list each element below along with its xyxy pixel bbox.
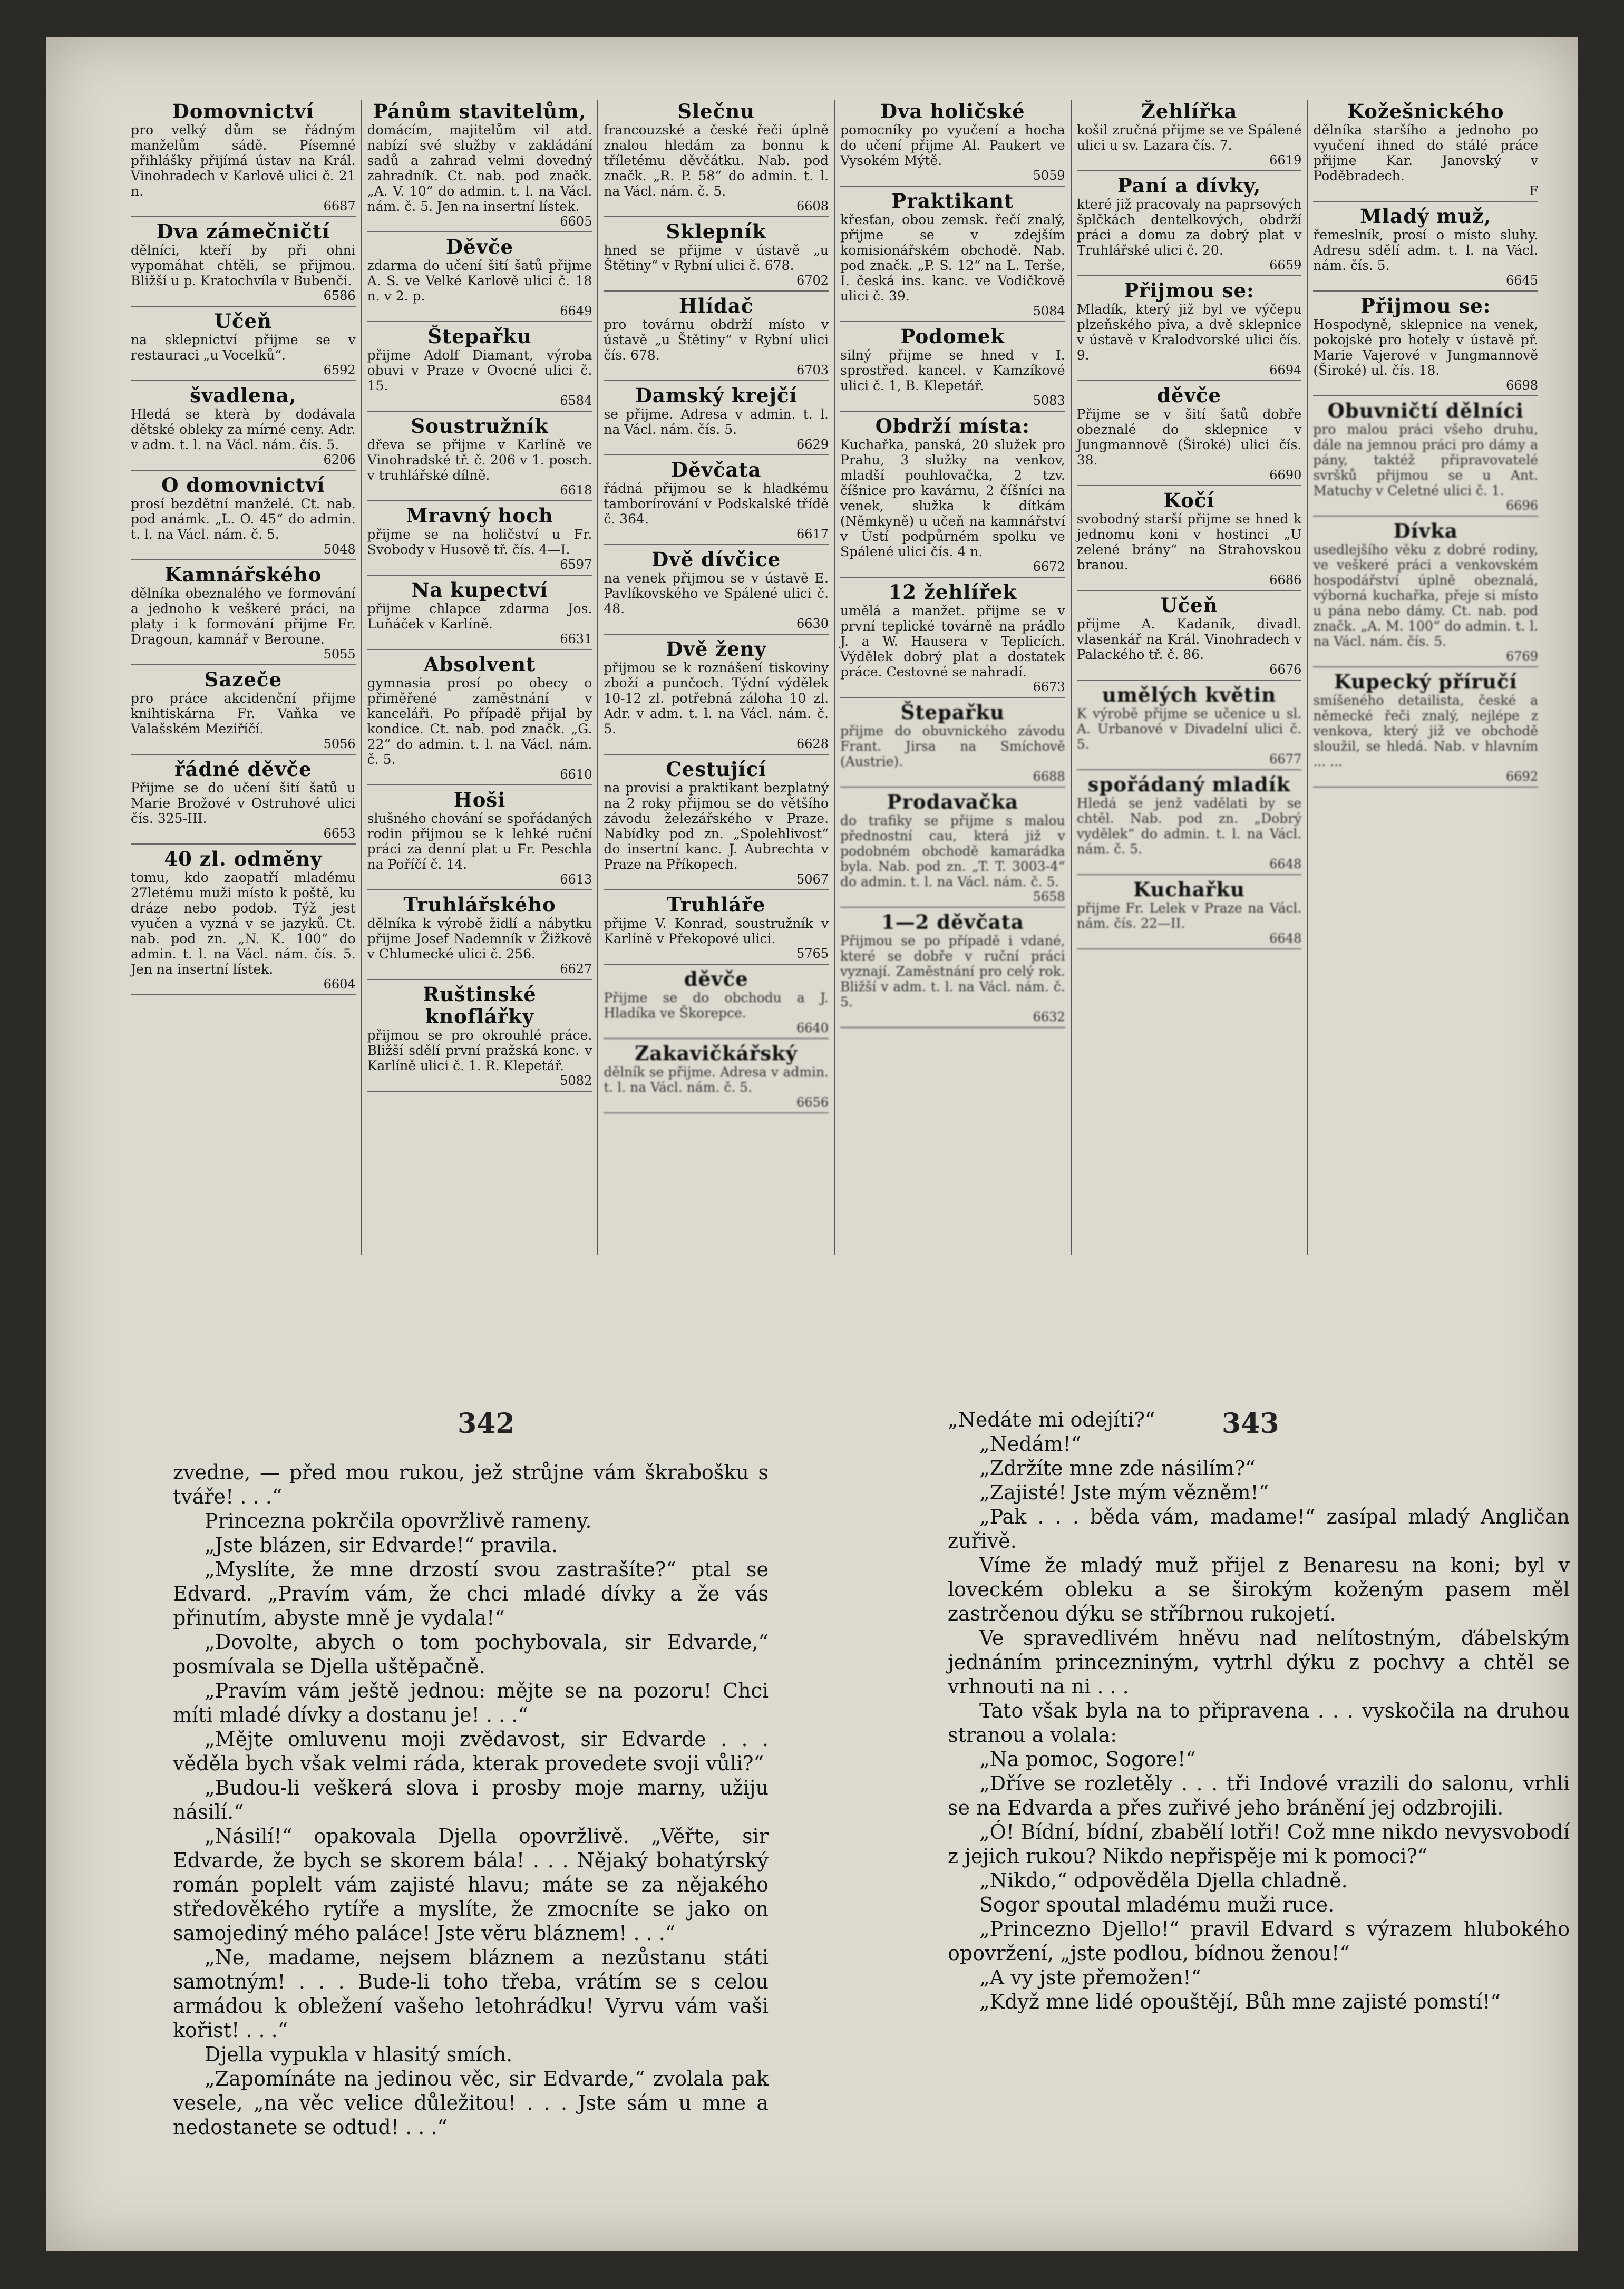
classified-ad [367,415,592,501]
story-paragraph: „Nedáte mi odejíti?“ [948,1408,1155,1431]
classified-ad [131,564,356,665]
story-paragraph: „A vy jste přemožen!“ [979,1966,1201,1989]
ad-text: přijmou se pro okrouhlé práce. Bližší sdělí první pražská konc. v Karlíně ulici č. 1. R. Klepetář. [367,1027,592,1073]
ads-column [597,100,834,1255]
ad-heading: Hoši [453,788,506,811]
ad-text: gymnasia prosí po obecy o přiměřené zaměstnání v kanceláři. Po případě přijal by kondice. Ct. nab. pod značk. „G. 22“ do admin. t. l. na Václ. nám. č. 5. [367,675,592,767]
ad-heading: 40 zl. odměny [164,847,323,870]
ad-text: křesťan, obou zemsk. řečí znalý, přijme se v zdejším komisionářském obchodě. Nab. pod značk. „P. S. 12“ na L. Terše, I. česká ins. kanc. ve Vodičkově ulici č. 39. [840,212,1065,304]
story-paragraph: Djella vypukla v hlasitý smích. [205,2043,513,2066]
classified-ad [840,701,1065,788]
ad-heading: Přijmou se: [1360,294,1491,317]
story-paragraph: „Zdržíte mne zde násilím?“ [979,1457,1256,1480]
ad-number: 6630 [796,616,829,631]
ad-text: na venek přijmou se v ústavě E. Pavlíkovského ve Spálené ulici č. 48. [604,570,829,616]
classified-ad [604,638,829,755]
ad-number: 6690 [1269,468,1302,482]
classified-ad [367,325,592,412]
ad-text: dělníci, kteří by při ohni vypomáhat chtěli, se přijmou. Bližší u p. Kratochvíla v Bubenči. [131,243,356,288]
classified-ad [131,100,356,217]
classified-ad [604,100,829,217]
ad-text: umělá a manžet. přijme se v první teplické továrně na prádlo J. a W. Hausera v Teplicích. Výdělek dobrý plat a dostatek práce. Cestovné se nahradí. [840,603,1065,680]
ad-number: 6584 [560,393,592,408]
ad-number: 6696 [1505,498,1539,513]
classified-ad [1077,773,1302,875]
ad-text: slušného chování se spořádaných rodin přijmou se k lehké ruční práci za denní plat u Fr. Peschla na Poříčí č. 14. [367,811,592,872]
classified-ad [367,653,592,785]
classified-ad [1077,384,1302,486]
story-paragraph: „Ó! Bídní, bídní, zbabělí lotři! Což mne nikdo nevysvobodí z jejich rukou? Nikdo nepřispěje mi k pomoci?“ [948,1820,1570,1868]
ad-number: 6617 [796,527,829,541]
ad-heading: Dvě ženy [666,637,767,661]
ad-number: 5067 [796,872,829,887]
ads-column [834,100,1071,1255]
story-paragraph: „Dříve se rozletěly . . . tři Indové vrazili do salonu, vrhli se na Edvarda a přes zuřivé jeho bránění jej odzbrojili. [948,1772,1570,1819]
story-paragraph: „Budou-li veškerá slova i prosby moje marny, užiju násilí.“ [173,1776,769,1824]
ad-number: 5055 [323,647,356,662]
classified-ad [604,459,829,545]
classified-ad [604,384,829,455]
story-paragraph: „Ne, madame, nejsem bláznem a nezůstanu státi samotným! . . . Bude-li toho třeba, vrátím se s celou armádou k obležení vašeho letohrádku! Vyrvu vám vaši kořist! . . .“ [173,1946,769,2042]
ad-number: 6686 [1269,573,1302,587]
ad-heading: Prodavačka [887,790,1019,813]
ad-heading: Cestující [666,758,767,781]
ad-text: dělníka obeznalého ve formování a jednoho k veškeré práci, na platy i k formování přijme Fr. Dragoun, kamnář v Beroune. [131,586,356,647]
ad-number: 6645 [1505,273,1539,288]
ad-text: smíšeného detailista, české a německé řeči znalý, nejlépe z venkova, který již ve obchodě sloužil, se hledá. Nab. v hlavním ... ... [1313,693,1539,769]
ad-number: 5765 [796,946,829,961]
ad-heading: 12 žehlířek [888,580,1017,604]
ad-number: 6653 [323,826,356,841]
ad-text: přijme V. Konrad, soustružník v Karlíně v Překopové ulici. [604,916,829,946]
ad-text: Hospodyně, sklepnice na venek, pokojské pro hotely v ústavě př. Marie Vajerové v Jungmannově (Široké) ul. čís. 18. [1313,317,1539,378]
ad-heading: Mladý muž, [1360,205,1492,228]
ad-number: 5083 [1033,393,1065,408]
ads-column [1071,100,1307,1255]
ad-text: košil zručná přijme se ve Spálené ulici u sv. Lazara čís. 7. [1076,122,1302,153]
classified-ad [1313,205,1538,292]
ad-text: Přijme se v šití šatů dobře obeznalé do sklepnice v Jungmannově (Široké) ulici čís. 38. [1076,406,1302,468]
story-paragraph: Ve spravedlivém hněvu nad nelítostným, ďábelským jednáním princezniným, vytrhl dýku z pochvy a chtěl se vrhnouti na ni . . . [948,1626,1570,1698]
ad-heading: Sklepník [666,220,766,243]
story-paragraph: „Dovolte, abych o tom pochybovala, sir Edvarde,“ posmívala se Djella uštěpačně. [173,1631,769,1678]
story-paragraph: Sogor spoutal mladému muži ruce. [979,1893,1335,1916]
ad-text: silný přijme se hned v I. sprostřed. kancel. v Kamzíkové ulici č. 1, B. Klepetář. [840,347,1065,393]
ad-number: 6673 [1033,680,1065,694]
ad-number: 6676 [1269,662,1302,677]
ad-text: přijme do obuvnického závodu Frant. Jirsa na Smíchově (Austrie). [840,723,1065,769]
story-paragraph: „Zapomínáte na jedinou věc, sir Edvarde,“ zvolala pak vesele, „na věc velice důležitou! . . . Jste sám u mne a nedostanete se odtud! . . .“ [173,2067,769,2139]
ad-heading: Kočí [1163,489,1215,512]
story-column-left [173,1460,769,2139]
classified-ad [604,968,829,1039]
ad-number: 6628 [796,736,829,751]
classified-ad [1077,684,1302,770]
ad-heading: 1—2 děvčata [881,910,1024,934]
ad-text: přijme se na holičství u Fr. Svobody v Husově tř. čís. 4—I. [367,527,592,557]
classified-ad [840,190,1065,322]
story-paragraph: „Jste blázen, sir Edvarde!“ pravila. [205,1534,558,1557]
ad-text: pro továrnu obdrží místo v ústavě „u Štětiny“ v Rybní ulici čís. 678. [604,317,829,363]
ad-text: přijmou se k roznášení tiskoviny zboží a punčoch. Týdní výdělek 10-12 zl. potřebná záloha 10 zl. Adr. v adm. t. l. na Václ. nám. č. 5. [604,660,829,736]
ads-column [125,100,361,1255]
ad-heading: Učeň [214,309,272,333]
ad-text: přijme A. Kadaník, divadl. vlasenkář na Král. Vinohradech v Palackého tř. č. 86. [1076,616,1302,662]
classified-ad [1313,400,1538,517]
ad-number: 6672 [1033,559,1065,574]
ad-number: 5658 [1033,889,1065,904]
ad-number: 6698 [1505,378,1539,393]
ad-text: na sklepnictví přijme se v restauraci „u Vocelků“. [131,332,356,363]
classified-ad [1077,489,1302,591]
classified-ad [604,295,829,381]
ad-heading: Obdrží místa: [875,414,1030,438]
ad-text: Hledá se kterà by dodávala dětské obleky za mírné ceny. Adr. v adm. t. l. na Václ. nám. čís. 5. [131,406,356,452]
story-paragraph: „Nikdo,“ odpověděla Djella chladně. [979,1869,1348,1892]
ad-heading: Kožešnického [1347,100,1504,123]
classified-ad [604,548,829,635]
ad-heading: Hlídač [678,294,754,317]
ad-text: dřeva se přijme v Karlíně ve Vinohradské tř. č. 206 v 1. posch. v truhlářské dílně. [367,437,592,483]
ad-number: 6597 [560,557,592,572]
classified-ad [604,894,829,965]
ad-heading: Mravný hoch [406,504,553,527]
ad-number: 6692 [1505,769,1539,784]
classified-ad [1313,520,1538,667]
ad-number: 6702 [796,273,829,288]
ad-text: dělníka k výrobě židlí a nábytku přijme Josef Nademník v Žižkově v Chlumecké ulici č. 256. [367,916,592,962]
classified-ad [1077,594,1302,681]
ad-number: 6687 [323,199,356,214]
ad-number: F [1529,183,1539,198]
ad-heading: Slečnu [677,100,755,123]
story-paragraph: „Když mne lidé opouštějí, Bůh mne zajisté pomstí!“ [979,1990,1501,2013]
ad-heading: Absolvent [423,653,536,676]
ad-heading: Praktikant [891,189,1014,212]
ad-number: 6659 [1269,258,1302,273]
classified-ad [131,310,356,381]
ad-heading: děvče [1157,384,1222,407]
ad-text: Hledá se jenž vadělati by se chtěl. Nab. pod zn. „Dobrý vydělek“ do admin. t. l. na Václ. nám. č. 5. [1076,796,1302,857]
classified-ad [840,415,1065,578]
classified-ad [367,236,592,322]
ad-number: 6619 [1269,153,1302,168]
story-paragraph: „Nedám!“ [979,1432,1082,1456]
ad-number: 6629 [796,437,829,452]
classified-ad [367,579,592,650]
ad-text: pro práce akcidenční přijme knihtiskárna Fr. Vaňka ve Valašském Meziříčí. [131,691,356,736]
ad-text: K výrobě přijme se učenice u sl. A. Urbanové v Divadelní ulici č. 5. [1076,706,1302,752]
ad-heading: Kupecký příručí [1334,670,1518,693]
ad-heading: děvče [684,967,748,991]
ad-number: 6688 [1033,769,1065,784]
story-paragraph: „Zajisté! Jste mým vězněm!“ [979,1481,1269,1504]
ad-text: Mladík, který již byl ve výčepu plzeňského piva, a dvě sklepnice v ústavě v Kralodvorské ulici čís. 9. [1076,302,1302,363]
ad-text: se přijme. Adresa v admin. t. l. na Václ. nám. čís. 5. [604,406,829,437]
ad-text: přijme Adolf Diamant, výroba obuvi v Praze v Ovocné ulici č. 15. [367,347,592,393]
ad-heading: O domovnictví [161,473,325,497]
ad-heading: Soustružník [411,414,549,438]
ad-heading: Paní a dívky, [1117,174,1261,197]
story-paragraph: „Mějte omluvenu moji zvědavost, sir Edvarde . . . věděla bych však velmi ráda, kterak provedete svoji vůli?“ [173,1728,769,1775]
ad-heading: Na kupectví [411,578,548,602]
ad-text: pro malou práci všeho druhu, dále na jemnou práci pro dámy a pány, taktéž připravovatelé svršků přijmou se u Ant. Matuchy v Celetné ulici č. 1. [1313,422,1539,498]
ad-heading: Damský krejčí [635,384,798,407]
newspaper-page [46,37,1578,2251]
ad-text: dělník se přijme. Adresa v admin. t. l. na Václ. nám. č. 5. [604,1064,829,1095]
classified-ad [840,325,1065,412]
ad-number: 6632 [1033,1010,1065,1024]
ad-number: 5059 [1033,168,1065,183]
ad-heading: Sazeče [204,668,282,691]
classified-ad [840,791,1065,908]
ad-heading: Dva zámečničtí [156,220,330,243]
ad-number: 6648 [1269,931,1302,946]
ad-number: 6618 [560,483,592,498]
classified-ad [367,505,592,576]
classified-ad [131,758,356,845]
classified-ad [367,100,592,232]
ad-heading: Žehlířka [1141,100,1238,123]
classified-ads [125,100,1543,1255]
story-paragraph: „Princezno Djello!“ pravil Edvard s výrazem hlubokého opovržení, „jste podlou, bídnou ženou!“ [948,1917,1570,1965]
classified-ad [604,220,829,292]
ad-heading: Pánům stavitelům, [373,100,587,123]
classified-ad [367,894,592,980]
story-paragraph: zvedne, — před mou rukou, jež strůjne vám škrabošku s tváře! . . .“ [173,1461,769,1508]
ad-number: 6206 [323,452,356,467]
ad-heading: Dívka [1393,519,1458,542]
ad-text: prosí bezdětní manželé. Ct. nab. pod anámk. „L. O. 45“ do admin. t. l. na Václ. nám. č. 5. [131,496,356,542]
ad-number: 6694 [1269,363,1302,377]
ad-text: svobodný starší přijme se hned k jednomu koni v hostinci „U zelené brány“ na Strahovskou branou. [1076,511,1302,573]
ad-number: 6631 [560,632,592,646]
ad-text: na provisi a praktikant bezplatný na 2 roky přijmou se do většího závodu železářského v Praze. Nabídky pod zn. „Spolehlivost“ do insertní kanc. J. Aubrechta v Praze na Příkopech. [604,780,829,872]
story-paragraph: „Pravím vám ještě jednou: mějte se na pozoru! Chci míti mladé dívky a dostanu je! . . .“ [173,1679,769,1727]
classified-ad [131,384,356,471]
ad-number: 6703 [796,363,829,377]
classified-ad [604,1042,829,1113]
ad-number: 5056 [323,736,356,751]
story-paragraph: Princezna pokrčila opovržlivě rameny. [205,1509,592,1533]
ad-heading: Obuvničtí dělníci [1327,399,1524,422]
ad-text: tomu, kdo zaopatří mladému 27letému muži místo k poště, ku dráze nebo podob. Týž jest vyučen a vyzná v se jazyků. Ct. nab. pod zn. „N. K. 100“ do admin. t. l. na Václ. nám. čís. 5. Jen na insertní lístek. [131,870,356,977]
ad-number: 6608 [796,199,829,214]
ad-number: 5084 [1033,304,1065,318]
ad-number: 6648 [1269,857,1302,871]
ad-heading: Domovnictví [172,100,314,123]
ad-text: pro velký dům se řádným manželům sádě. Písemné přihlášky přijímá ústav na Král. Vinohradech v Karlově ulici č. 21 n. [131,122,356,199]
ad-number: 6649 [560,304,592,318]
ad-heading: Kamnářského [164,563,322,586]
classified-ad [1077,878,1302,949]
ad-text: hned se přijme v ústavě „u Štětiny“ v Rybní ulici č. 678. [604,243,829,273]
page-number-right: 343 [1222,1408,1279,1440]
ad-heading: Truhlářského [403,893,556,916]
story-paragraph: „Na pomoc, Sogore!“ [979,1748,1196,1771]
ad-text: do trafiky se přijme s malou přednostní cau, která již v podobném obchodě kamarádka byla. Nab. pod zn. „T. T. 3003-4“ do admin. t. l. na Václ. nám. č. 5. [840,813,1065,889]
ad-text: řemeslník, prosí o místo sluhy. Adresu sdělí adm. t. l. na Václ. nám. čís. 5. [1313,227,1539,273]
ad-heading: Přijmou se: [1124,279,1255,302]
ad-heading: Kuchařku [1133,878,1245,901]
ad-heading: řádné děvče [174,758,312,781]
ad-heading: Učeň [1160,594,1218,617]
ad-heading: Štepařku [427,325,532,348]
classified-ad [840,100,1065,187]
ad-text: Přijme se do obchodu a J. Hladíka ve Škorepce. [604,990,829,1021]
ad-number: 5048 [323,542,356,557]
classified-ad [1313,671,1538,788]
ad-number: 6604 [323,977,356,992]
ad-number: 6586 [323,288,356,303]
ad-text: pomocníky po vyučení a hocha do učení přijme Al. Paukert ve Vysokém Mýtě. [840,122,1065,168]
ad-number: 5082 [560,1073,592,1088]
ads-column [361,100,598,1255]
classified-ad [840,911,1065,1028]
ad-heading: Děvče [445,235,514,258]
ad-text: usedlejšího věku z dobré rodiny, ve veškeré práci a venkovském hospodářství úplně obeznalá, výborná kuchařka, přeje si místo u pána nebo dámy. Ct. nab. pod značk. „A. M. 100“ do admin. t. l. na Václ. nám. čís. 5. [1313,542,1539,649]
ad-text: Přijme se do učení šití šatů u Marie Brožové v Ostruhové ulici čís. 325-III. [131,780,356,826]
ad-heading: Zakavičkářský [635,1042,798,1065]
ad-number: 6677 [1269,752,1302,767]
ad-text: zdarma do učení šití šatů přijme A. S. ve Velké Karlově ulici č. 18 n. v 2. p. [367,258,592,304]
ad-text: domácím, majitelům vil atd. nabízí své služby v zakládání sadů a zahrad velmi dovedný zahradník. Ct. nab. pod značk. „A. V. 10“ do admin. t. l. na Václ. nám. č. 5. Jen na insertní lístek. [367,122,592,214]
ad-heading: umělých květin [1102,683,1277,706]
page-number-left: 342 [458,1408,515,1440]
ad-heading: Děvčata [670,458,762,481]
ad-heading: Podomek [900,325,1005,348]
classified-ad [604,758,829,890]
ads-column [1307,100,1543,1255]
story-paragraph: „Pak . . . běda vám, madame!“ zasípal mladý Angličan zuřivě. [948,1505,1570,1553]
ad-text: přijme chlapce zdarma Jos. Luňáček v Karlíně. [367,601,592,632]
classified-ad [131,220,356,307]
classified-ad [1313,295,1538,396]
ad-heading: Štepařku [900,701,1005,724]
ad-heading: švadlena, [190,384,297,407]
classified-ad [1077,174,1302,276]
story-column-right [948,1408,1570,2014]
ad-heading: Dva holičské [880,100,1025,123]
ad-heading: Truhláře [667,893,766,916]
ad-number: 6592 [323,363,356,377]
ad-heading: spořádaný mladík [1087,773,1291,796]
ad-number: 6627 [560,962,592,976]
classified-ad [1077,279,1302,381]
classified-ad [131,668,356,755]
classified-ad [367,789,592,890]
ad-text: Přijmou se po případě i vdané, které se dobře v ruční práci vyznají. Zaměstnání pro celý rok. Bližší v adm. t. l. na Václ. nám. č. 5. [840,933,1065,1010]
ad-heading: Dvě dívčice [651,548,781,571]
ad-number: 6613 [560,872,592,887]
classified-ad [131,848,356,995]
ad-text: francouzské a české řeči úplně znalou hledám za bonnu k tříletému děvčátku. Nab. pod značk. „R. P. 58“ do admin. t. l. na Václ. nám. č. 5. [604,122,829,199]
ad-number: 6656 [796,1095,829,1110]
ad-text: které již pracovaly na paprsových šplčkách dentelkových, obdrží práci a domu za dobrý plat v Truhlářské ulici č. 20. [1076,197,1302,258]
story-paragraph: „Násilí!“ opakovala Djella opovržlivě. „Věřte, sir Edvarde, že bych se skorem bála! . . . Nějaký bohatýrský román poplelt vám zajisté hlavu; máte se za nějakého středověkého rytíře a myslíte, že zmocníte se jako on samojediný mého paláce! Jste věru bláznem! . . .“ [173,1825,769,1945]
classified-ad [1077,100,1302,171]
story-paragraph: Tato však byla na to připravena . . . vyskočila na druhou stranou a volala: [948,1699,1570,1747]
ad-number: 6640 [796,1021,829,1035]
classified-ad [367,983,592,1092]
ad-number: 6769 [1505,649,1539,664]
ad-heading: Ruštinské knoflářky [423,983,537,1028]
ad-text: řádná přijmou se k hladkému tamborírování v Podskalské třídě č. 364. [604,481,829,527]
ad-number: 6605 [560,214,592,229]
classified-ad [1313,100,1538,202]
ad-text: přijme Fr. Lelek v Praze na Václ. nám. čís. 22—II. [1076,900,1302,931]
ad-number: 6610 [560,767,592,782]
classified-ad [840,581,1065,698]
ad-text: dělníka staršího a jednoho po vyučení ihned do stálé práce přijme Kar. Janovský v Poděbradech. [1313,122,1539,183]
story-paragraph: „Myslíte, že mne drzostí svou zastrašíte?“ ptal se Edvard. „Pravím vám, že chci mladé dívky a že vás přinutím, abyste mně je vydala!“ [173,1558,769,1630]
story-paragraph: Víme že mladý muž přijel z Benaresu na koni; byl v loveckém obleku a se širokým koženým pasem měl zastrčenou dýku se stříbrnou rukojetí. [948,1554,1570,1625]
classified-ad [131,474,356,560]
ad-text: Kuchařka, panská, 20 služek pro Prahu, 3 služky na venkov, mladší pouhlovačka, 2 tzv. číšnice pro kavárnu, 2 číšníci na venek, služka k dítkám (Němkyně) u učeň na kamnářství v Ústí podpůrném spolku ve Spálené ulici čís. 4 n. [840,437,1065,559]
